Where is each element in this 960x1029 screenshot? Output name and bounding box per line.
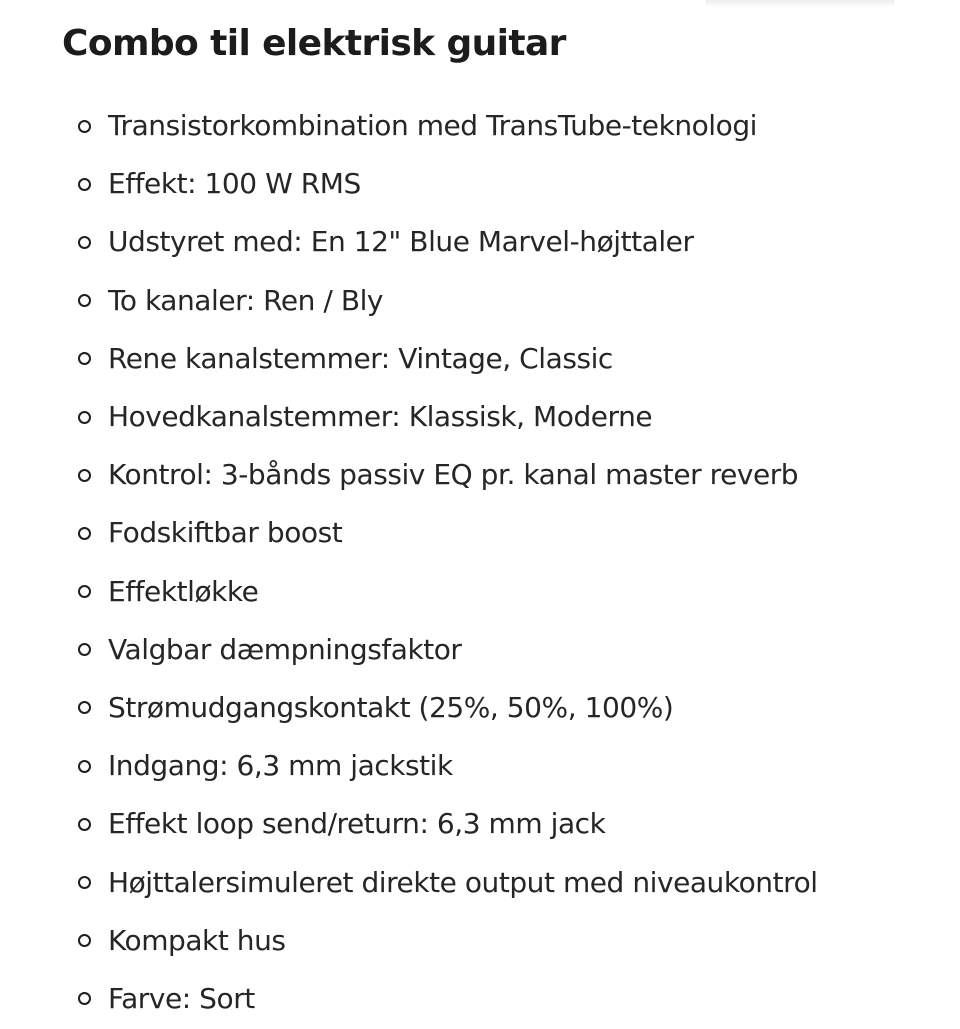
feature-text: Hovedkanalstemmer: Klassisk, Moderne [108, 400, 653, 434]
bullet-circle-icon [78, 469, 91, 482]
feature-text: Højttalersimuleret direkte output med niveaukontrol [108, 865, 818, 899]
bullet-circle-icon [78, 701, 91, 714]
bullet-circle-icon [78, 352, 91, 365]
feature-text: Indgang: 6,3 mm jackstik [108, 749, 453, 783]
bullet-circle-icon [78, 876, 91, 889]
bullet-circle-icon [78, 585, 91, 598]
bullet-circle-icon [78, 527, 91, 540]
bullet-circle-icon [78, 760, 91, 773]
feature-text: Rene kanalstemmer: Vintage, Classic [108, 341, 613, 375]
page-title: Combo til elektrisk guitar [62, 23, 566, 64]
top-edge-shadow [705, 0, 895, 8]
feature-text: Farve: Sort [108, 981, 255, 1015]
feature-text: Valgbar dæmpningsfaktor [108, 632, 462, 666]
feature-text: To kanaler: Ren / Bly [108, 283, 384, 317]
feature-text: Transistorkombination med TransTube-teknologi [108, 109, 757, 143]
bullet-circle-icon [78, 178, 91, 191]
feature-text: Kompakt hus [108, 923, 286, 957]
bullet-circle-icon [78, 294, 91, 307]
feature-text: Effekt: 100 W RMS [108, 167, 361, 201]
bullet-circle-icon [78, 120, 91, 133]
bullet-circle-icon [78, 818, 91, 831]
feature-text: Effektløkke [108, 574, 259, 608]
bullet-circle-icon [78, 411, 91, 424]
bullet-circle-icon [78, 643, 91, 656]
feature-text: Effekt loop send/return: 6,3 mm jack [108, 807, 606, 841]
bullet-circle-icon [78, 236, 91, 249]
bullet-circle-icon [78, 934, 91, 947]
feature-text: Kontrol: 3-bånds passiv EQ pr. kanal master reverb [108, 458, 799, 492]
feature-text: Udstyret med: En 12" Blue Marvel-højttaler [108, 225, 694, 259]
bullet-circle-icon [78, 992, 91, 1005]
feature-text: Fodskiftbar boost [108, 516, 343, 550]
feature-text: Strømudgangskontakt (25%, 50%, 100%) [108, 690, 674, 724]
